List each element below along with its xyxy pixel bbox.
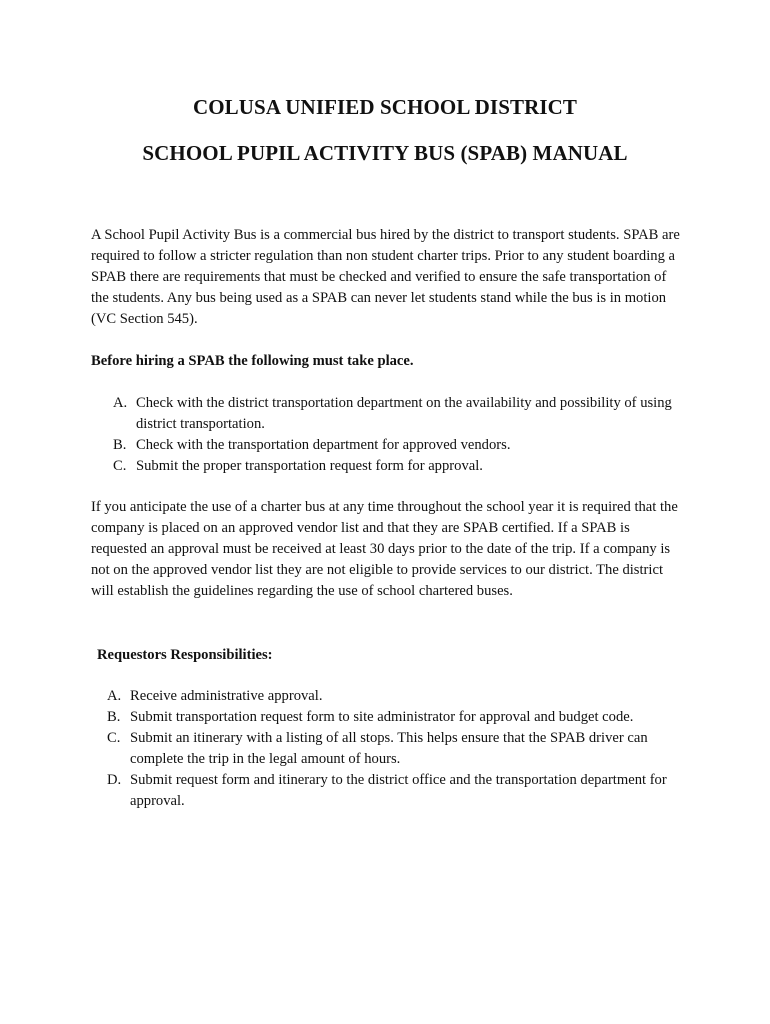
list-item [107, 770, 677, 812]
list-item-marker: D. [107, 772, 122, 788]
list-item [107, 686, 677, 707]
list-item-marker: C. [107, 730, 121, 746]
before-hiring-heading: Before hiring a SPAB the following must take place. [91, 353, 414, 369]
document-title-manual: SCHOOL PUPIL ACTIVITY BUS (SPAB) MANUAL [142, 141, 628, 165]
list-item [113, 393, 683, 435]
requestors-list [107, 686, 677, 812]
list-item-text: Submit an itinerary with a listing of all stops. This helps ensure that the SPAB driver can complete the trip in the legal amount of hours. [130, 730, 648, 767]
list-item-marker: A. [107, 688, 122, 704]
list-item-text: Check with the district transportation department on the availability and possibility of using district transportation. [136, 395, 672, 432]
intro-paragraph: A School Pupil Activity Bus is a commercial bus hired by the district to transport students. SPAB are required to follow a stricter regulation than non student charter trips. Prior to any student boarding a SPAB there are requirements that must be checked and verified to ensure the safe transportation of the students. Any bus being used as a SPAB can never let students stand while the bus is in motion (VC Section 545). [91, 227, 680, 327]
list-item-marker: A. [113, 395, 128, 411]
list-item-text: Check with the transportation department for approved vendors. [136, 437, 511, 453]
list-item [113, 435, 683, 456]
requestors-heading: Requestors Responsibilities: [97, 647, 273, 663]
list-item [107, 707, 677, 728]
list-item-marker: B. [113, 437, 127, 453]
list-item [107, 728, 677, 770]
list-item [113, 456, 683, 477]
document-title-district: COLUSA UNIFIED SCHOOL DISTRICT [192, 95, 577, 119]
list-item-text: Submit the proper transportation request form for approval. [136, 458, 483, 474]
list-item-marker: B. [107, 709, 121, 725]
before-hiring-list [113, 393, 683, 477]
list-item-text: Submit request form and itinerary to the district office and the transportation department for approval. [130, 772, 667, 809]
list-item-marker: C. [113, 458, 127, 474]
charter-paragraph: If you anticipate the use of a charter bus at any time throughout the school year it is required that the company is placed on an approved vendor list and that they are SPAB certified. If a SPAB is requested an approval must be received at least 30 days prior to the date of the trip. If a company is not on the approved vendor list they are not eligible to provide services to our district. The district will establish the guidelines regarding the use of school chartered buses. [91, 499, 678, 599]
list-item-text: Receive administrative approval. [130, 688, 323, 704]
list-item-text: Submit transportation request form to site administrator for approval and budget code. [130, 709, 634, 725]
